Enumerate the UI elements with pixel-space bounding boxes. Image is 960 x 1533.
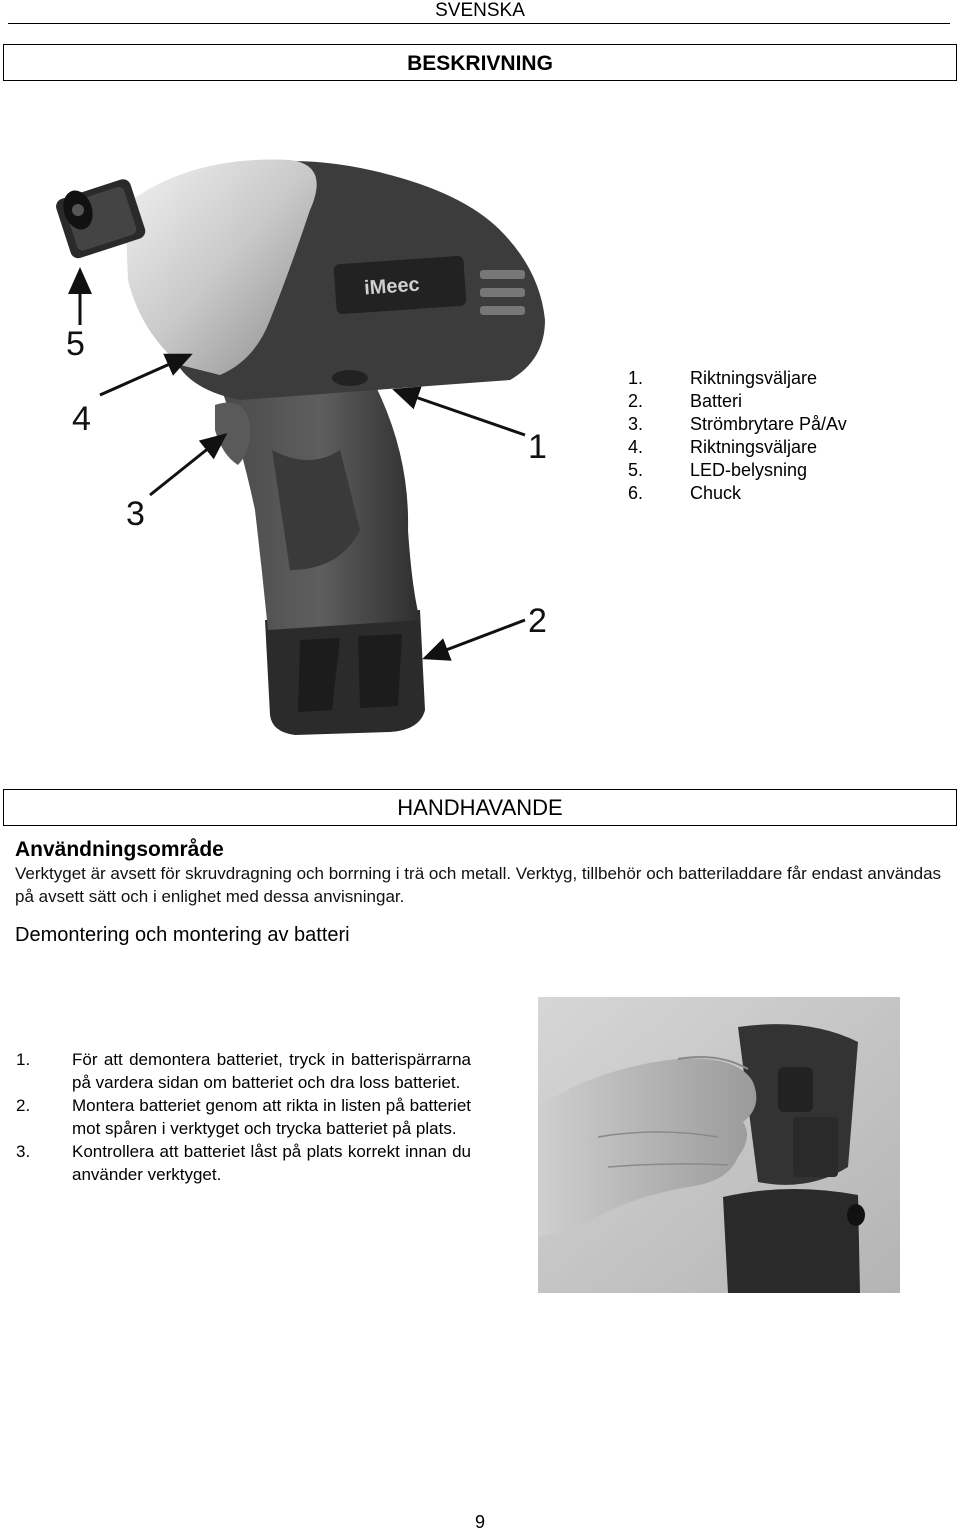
battery-pack <box>265 610 425 735</box>
parts-list <box>628 367 847 505</box>
callout-4: 4 <box>72 400 91 438</box>
usage-paragraph: Verktyget är avsett för skruvdragning och borrning i trä och metall. Verktyg, tillbehör och batteriladdare får endast användas på avsett sätt och i enlighet med dessa anvisningar. <box>15 864 942 906</box>
parts-list-item: 6. Chuck <box>628 483 742 503</box>
header-divider <box>8 23 950 24</box>
battery-removal-photo <box>538 997 900 1293</box>
tool-handle <box>723 1189 860 1293</box>
section-title-beskrivning: BESKRIVNING <box>407 52 553 75</box>
callout-5: 5 <box>66 325 85 363</box>
callout-1: 1 <box>528 428 547 466</box>
step-item: 3. Kontrollera att batteriet låst på plats korrekt innan du använder verktyget. <box>16 1142 471 1184</box>
battery-steps-list <box>16 1048 471 1186</box>
parts-list-item: 4. Riktningsväljare <box>628 437 818 457</box>
usage-heading: Användningsområde <box>15 838 224 861</box>
brand-logo: iMeec <box>363 273 421 300</box>
drill-illustration <box>40 150 610 740</box>
page-number: 9 <box>474 1512 485 1532</box>
step-item: 2. Montera batteriet genom att rikta in listen på batteriet mot spåren i verktyget och trycka batteriet på plats. <box>16 1096 471 1138</box>
battery-heading: Demontering och montering av batteri <box>15 924 350 946</box>
parts-list-item: 3. Strömbrytare På/Av <box>628 414 847 434</box>
parts-list-item: 1. Riktningsväljare <box>628 368 818 388</box>
section-title-handhavande: HANDHAVANDE <box>397 795 563 820</box>
callout-3: 3 <box>126 495 145 533</box>
parts-list-item: 2. Batteri <box>628 391 743 411</box>
parts-list-item: 5. LED-belysning <box>628 460 808 480</box>
header-language: SVENSKA <box>435 0 525 21</box>
callout-2: 2 <box>528 602 547 640</box>
step-item: 1. För att demontera batteriet, tryck in batterispärrarna på vardera sidan om batteriet och dra loss batteriet. <box>16 1050 471 1092</box>
